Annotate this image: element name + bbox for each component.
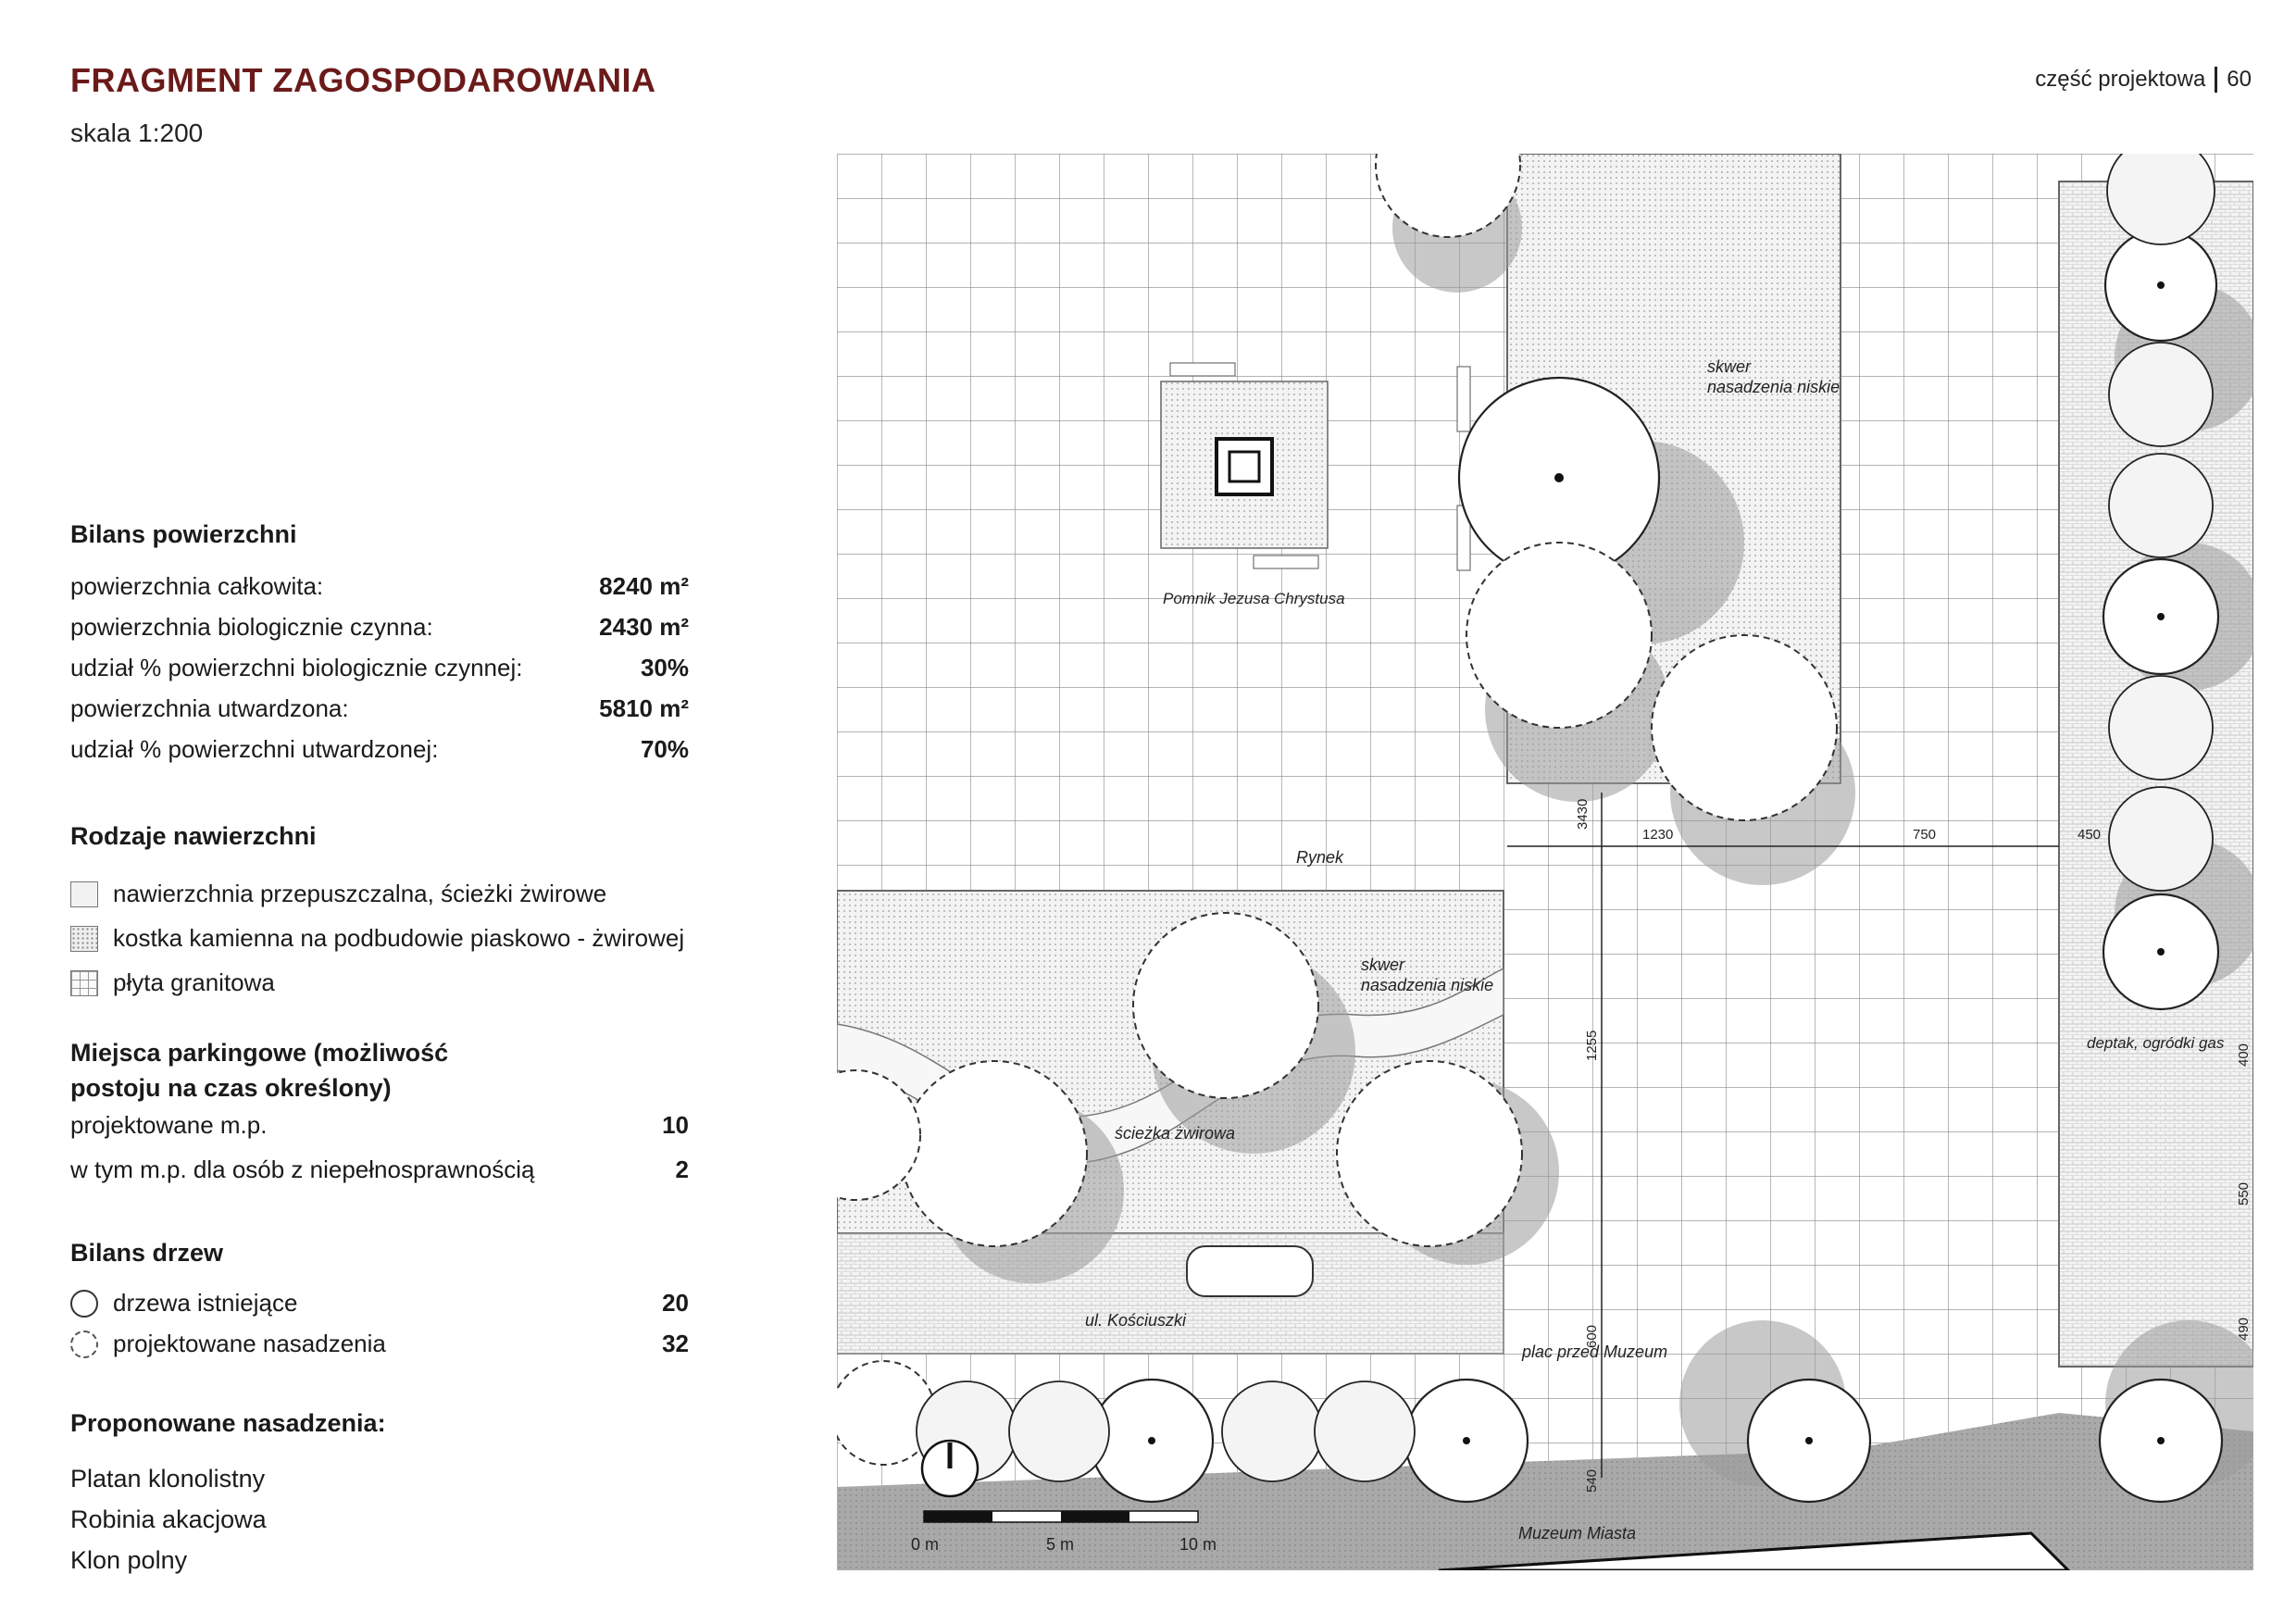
dim-label: 540 [1584, 1468, 1600, 1493]
balance-row: udział % powierzchni utwardzonej: 70% [70, 735, 689, 763]
surfaces-title: Rodzaje nawierzchni [70, 822, 317, 850]
skwer-mid-label-2: nasadzenia niskie [1361, 976, 1494, 994]
dim-label: 750 [1913, 827, 1937, 843]
parking-row: projektowane m.p. 10 [70, 1111, 689, 1139]
balance-row: udział % powierzchni biologicznie czynnej: 30% [70, 654, 689, 681]
dim-label: 550 [2236, 1181, 2252, 1206]
street-area [837, 1233, 1504, 1354]
monument-label: Pomnik Jezusa Chrystusa [1163, 590, 1345, 607]
legend-item-granite: płyta granitowa [70, 968, 275, 997]
trees-row: projektowane nasadzenia 32 [70, 1330, 689, 1358]
path-label: ścieżka żwirowa [1115, 1124, 1236, 1143]
dim-label: 1255 [1584, 1030, 1600, 1061]
skwer-top-label: skwer [1707, 357, 1752, 376]
scale-bar-label: 5 m [1046, 1535, 1075, 1554]
dim-label: 450 [2078, 827, 2102, 843]
car-icon [1187, 1246, 1313, 1296]
dim-label: 3430 [1575, 798, 1591, 830]
page-number: 60 [2227, 67, 2252, 92]
cobble-swatch [70, 926, 98, 952]
legend-item-cobble: kostka kamienna na podbudowie piaskowo - żwirowej [70, 924, 684, 953]
museum-label: Muzeum Miasta [1518, 1524, 1637, 1543]
page-title: FRAGMENT ZAGOSPODAROWANIA [70, 61, 656, 99]
existing-tree-icon [70, 1290, 98, 1318]
parking-title-2: postoju na czas określony) [70, 1074, 392, 1102]
proposed-item: Robinia akacjowa [70, 1505, 267, 1533]
legend-item-gravel: nawierzchnia przepuszczalna, ścieżki żwirowe [70, 880, 606, 908]
dim-label: 400 [2236, 1043, 2252, 1067]
dim-label: 1230 [1642, 827, 1674, 843]
bench-icon [1254, 556, 1318, 568]
site-plan [837, 154, 2253, 1570]
parking-title: Miejsca parkingowe (możliwość [70, 1039, 449, 1067]
balance-row: powierzchnia utwardzona: 5810 m² [70, 694, 689, 722]
dim-label: 490 [2236, 1317, 2252, 1341]
page-header-right [2035, 67, 2252, 93]
skwer-top-label-2: nasadzenia niskie [1707, 378, 1841, 396]
bench-icon [1457, 367, 1470, 431]
balance-row: powierzchnia całkowita: 8240 m² [70, 572, 689, 600]
gravel-swatch [70, 881, 98, 907]
planned-tree-icon [70, 1330, 98, 1358]
scale-label: skala 1:200 [70, 119, 204, 147]
trees-row: drzewa istniejące 20 [70, 1289, 689, 1318]
parking-row: w tym m.p. dla osób z niepełnosprawnością 2 [70, 1156, 689, 1183]
proposed-item: Klon polny [70, 1546, 188, 1574]
scale-bar-label: 10 m [1179, 1535, 1217, 1554]
skwer-mid-label: skwer [1361, 956, 1405, 974]
granite-swatch [70, 970, 98, 996]
museum-square-label: plac przed Muzeum [1522, 1343, 1668, 1361]
proposed-title: Proponowane nasadzenia: [70, 1409, 386, 1437]
section-label: część projektowa [2035, 67, 2206, 92]
rynek-label: Rynek [1296, 848, 1344, 867]
header-divider [2215, 67, 2217, 93]
dim-label: 600 [1584, 1324, 1600, 1348]
balance-title: Bilans powierzchni [70, 520, 297, 548]
balance-row: powierzchnia biologicznie czynna: 2430 m² [70, 613, 689, 641]
trees-title: Bilans drzew [70, 1239, 224, 1267]
proposed-item: Platan klonolistny [70, 1465, 266, 1493]
deptak-label: deptak, ogródki gas [2087, 1034, 2225, 1052]
scale-bar-label: 0 m [911, 1535, 940, 1554]
street-label: ul. Kościuszki [1085, 1311, 1187, 1330]
bench-icon [1170, 363, 1235, 376]
